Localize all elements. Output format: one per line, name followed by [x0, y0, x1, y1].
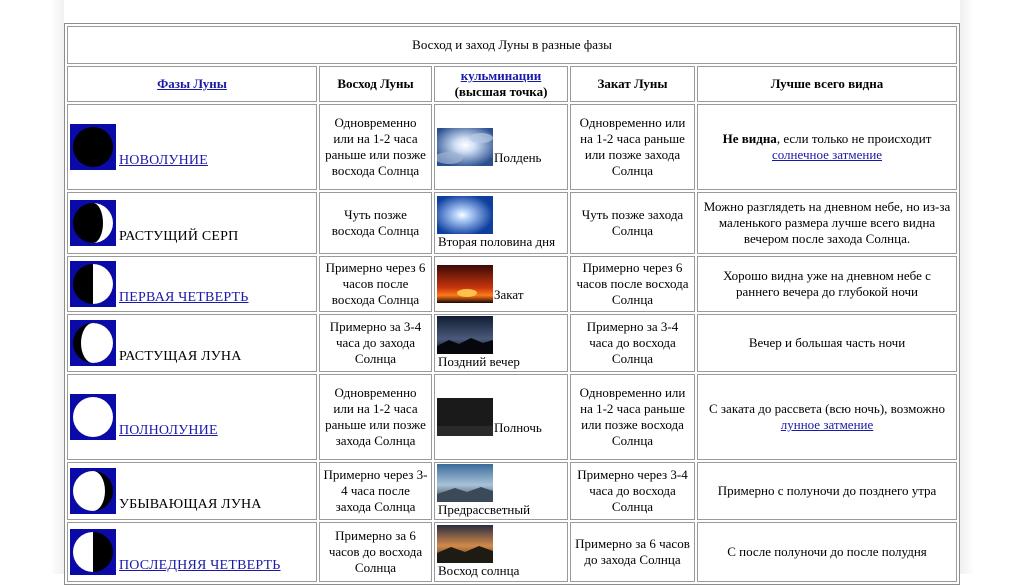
first-quarter-icon [70, 261, 116, 307]
best-cell: Вечер и большая часть ночи [697, 314, 957, 372]
phase-cell [67, 104, 317, 190]
header-phases [67, 66, 317, 102]
phase-cell [67, 256, 317, 312]
phase-cell [67, 462, 317, 520]
best-cell: Можно разглядеть на дневном небе, но из-за маленького размера лучше всего видна вечером после захода Солнца. [697, 192, 957, 254]
header-set: Закат Луны [570, 66, 695, 102]
phases-link[interactable]: Фазы Луны [157, 76, 227, 91]
header-best: Лучше всего видна [697, 66, 957, 102]
best-text: С заката до рассвета (всю ночь), возможно [709, 401, 945, 416]
phase-cell [67, 314, 317, 372]
page-shadow-left [50, 0, 64, 574]
page-shadow-right [960, 0, 974, 574]
predawn-sky-icon [437, 464, 493, 502]
afternoon-sky-icon [437, 196, 493, 234]
culmination-label: Восход солнца [438, 563, 520, 578]
waxing-gibbous-icon [70, 320, 116, 366]
culmination-label: Закат [494, 287, 524, 302]
set-cell: Одновременно или на 1-2 часа раньше или позже восхода Солнца [570, 374, 695, 460]
culmination-sub: (высшая точка) [454, 84, 548, 99]
phase-label: РАСТУЩИЙ СЕРП [119, 229, 239, 244]
rise-cell: Примерно за 6 часов до восхода Солнца [319, 522, 432, 582]
best-cell: Хорошо видна уже на дневном небе с раннего вечера до глубокой ночи [697, 256, 957, 312]
culmination-cell [434, 314, 568, 372]
culmination-cell [434, 192, 568, 254]
set-cell: Примерно за 6 часов до захода Солнца [570, 522, 695, 582]
best-bold: Не видна [722, 131, 777, 146]
waxing-crescent-icon [70, 200, 116, 246]
table-title: Восход и заход Луны в разные фазы [67, 26, 957, 64]
set-cell: Примерно за 3-4 часа до восхода Солнца [570, 314, 695, 372]
phase-link[interactable]: ПОЛНОЛУНИЕ [119, 423, 218, 438]
table-row [67, 314, 957, 372]
table-row [67, 104, 957, 190]
table-row [67, 192, 957, 254]
culmination-label: Полночь [494, 420, 542, 435]
phase-label: РАСТУЩАЯ ЛУНА [119, 349, 242, 364]
header-rise: Восход Луны [319, 66, 432, 102]
phase-cell [67, 522, 317, 582]
phase-link[interactable]: НОВОЛУНИЕ [119, 153, 208, 168]
full-moon-icon [70, 394, 116, 440]
culmination-label: Вторая половина дня [438, 234, 556, 249]
night-sky-icon [437, 398, 493, 436]
set-cell: Одновременно или на 1-2 часа раньше или позже захода Солнца [570, 104, 695, 190]
waning-gibbous-icon [70, 468, 116, 514]
phase-link[interactable]: ПЕРВАЯ ЧЕТВЕРТЬ [119, 290, 249, 305]
phase-link[interactable]: ПОСЛЕДНЯЯ ЧЕТВЕРТЬ [119, 558, 281, 573]
rise-cell: Одновременно или на 1-2 часа раньше или позже восхода Солнца [319, 104, 432, 190]
set-cell: Чуть позже захода Солнца [570, 192, 695, 254]
table-row [67, 522, 957, 582]
phase-cell [67, 192, 317, 254]
culmination-cell [434, 522, 568, 582]
culmination-label: Предрассветный [438, 502, 531, 517]
culmination-cell [434, 256, 568, 312]
evening-sky-icon [437, 316, 493, 354]
rise-cell: Одновременно или на 1-2 часа раньше или позже захода Солнца [319, 374, 432, 460]
culmination-label: Полдень [494, 150, 542, 165]
last-quarter-icon [70, 529, 116, 575]
solar-eclipse-link[interactable]: солнечное затмение [771, 147, 883, 162]
phase-cell [67, 374, 317, 460]
moon-phases-table [64, 23, 960, 585]
rise-cell: Примерно через 6 часов после восхода Солнца [319, 256, 432, 312]
daytime-sky-icon [437, 128, 493, 166]
culmination-cell [434, 104, 568, 190]
table-row [67, 256, 957, 312]
sunrise-sky-icon [437, 525, 493, 563]
set-cell: Примерно через 3-4 часа до восхода Солнца [570, 462, 695, 520]
best-cell [697, 104, 957, 190]
header-culmination [434, 66, 568, 102]
sunset-sky-icon [437, 265, 493, 303]
best-cell: С после полуночи до после полудня [697, 522, 957, 582]
table-row [67, 462, 957, 520]
phase-label: УБЫВАЮЩАЯ ЛУНА [119, 497, 262, 512]
culmination-link[interactable]: кульминации [460, 68, 542, 83]
rise-cell: Примерно через 3-4 часа после захода Солнца [319, 462, 432, 520]
best-cell [697, 374, 957, 460]
culmination-cell [434, 374, 568, 460]
culmination-cell [434, 462, 568, 520]
new-moon-icon [70, 124, 116, 170]
rise-cell: Чуть позже восхода Солнца [319, 192, 432, 254]
best-cell: Примерно с полуночи до позднего утра [697, 462, 957, 520]
culmination-label: Поздний вечер [438, 354, 520, 369]
rise-cell: Примерно за 3-4 часа до захода Солнца [319, 314, 432, 372]
best-text: , если только не происходит [776, 131, 932, 146]
table-row [67, 374, 957, 460]
set-cell: Примерно через 6 часов после восхода Солнца [570, 256, 695, 312]
lunar-eclipse-link[interactable]: лунное затмение [780, 417, 874, 432]
